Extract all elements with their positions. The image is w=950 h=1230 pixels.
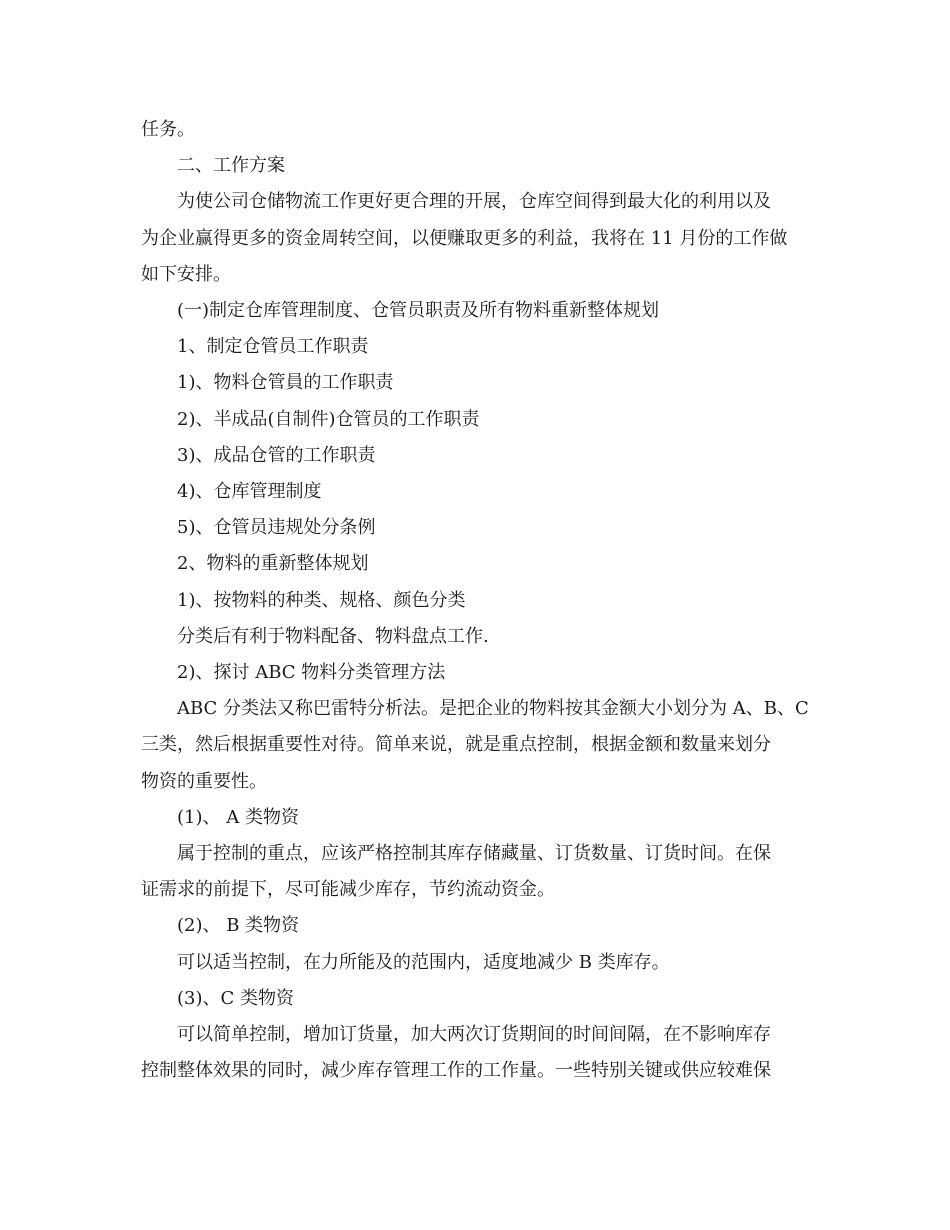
heading-duties: 1、制定仓管员工作职责 bbox=[177, 336, 369, 358]
paragraph-class-c: 可以简单控制，增加订货量，加大两次订货期间的时间间隔，在不影响库存 控制整体效果的同时，减少库存管理工作的工作量。一些特别关键或供应较难保 bbox=[141, 1024, 771, 1082]
list-item-semi-finished-keeper: 2)、半成品(自制件)仓管员的工作职责 bbox=[177, 408, 480, 430]
list-item-penalty-rules: 5)、仓管员违规处分条例 bbox=[177, 517, 376, 539]
paragraph-abc-definition: ABC 分类法又称巴雷特分析法。是把企业的物料按其金额大小划分为 A、B、C 三类，然后根据重要性对待。简单来说，就是重点控制，根据金额和数量来划分 物资的重要性。 bbox=[141, 698, 809, 792]
heading-class-c: (3)、C 类物资 bbox=[177, 987, 294, 1009]
list-item-finished-keeper: 3)、成品仓管的工作职责 bbox=[177, 444, 376, 466]
paragraph-class-b: 可以适当控制，在力所能及的范围内，适度地减少 B 类库存。 bbox=[177, 951, 670, 973]
paragraph-classification-benefit: 分类后有利于物料配备、物料盘点工作. bbox=[177, 625, 489, 647]
heading-class-a: (1)、 A 类物资 bbox=[177, 806, 299, 828]
heading-section-one: (一)制定仓库管理制度、仓管员职责及所有物料重新整体规划 bbox=[177, 300, 660, 322]
heading-work-plan: 二、工作方案 bbox=[177, 155, 285, 177]
heading-class-b: (2)、 B 类物资 bbox=[177, 915, 300, 937]
paragraph-class-a: 属于控制的重点，应该严格控制其库存储藏量、订货数量、订货时间。在保 证需求的前提下，尽可能减少库存，节约流动资金。 bbox=[141, 843, 771, 901]
list-item-abc-method: 2)、探讨 ABC 物料分类管理方法 bbox=[177, 662, 446, 684]
paragraph-task-end: 任务。 bbox=[141, 119, 195, 140]
paragraph-intro: 为使公司仓储物流工作更好更合理的开展，仓库空间得到最大化的利用以及 为企业赢得更多的资金周转空间，以便赚取更多的利益，我将在 11 月份的工作做 如下安排。 bbox=[141, 191, 788, 285]
list-item-classification: 1)、按物料的种类、规格、颜色分类 bbox=[177, 589, 466, 611]
list-item-material-keeper: 1)、物料仓管員的工作职责 bbox=[177, 372, 394, 394]
list-item-warehouse-rules: 4)、仓库管理制度 bbox=[177, 481, 322, 503]
heading-material-planning: 2、物料的重新整体规划 bbox=[177, 553, 369, 575]
document-body bbox=[141, 112, 809, 1089]
